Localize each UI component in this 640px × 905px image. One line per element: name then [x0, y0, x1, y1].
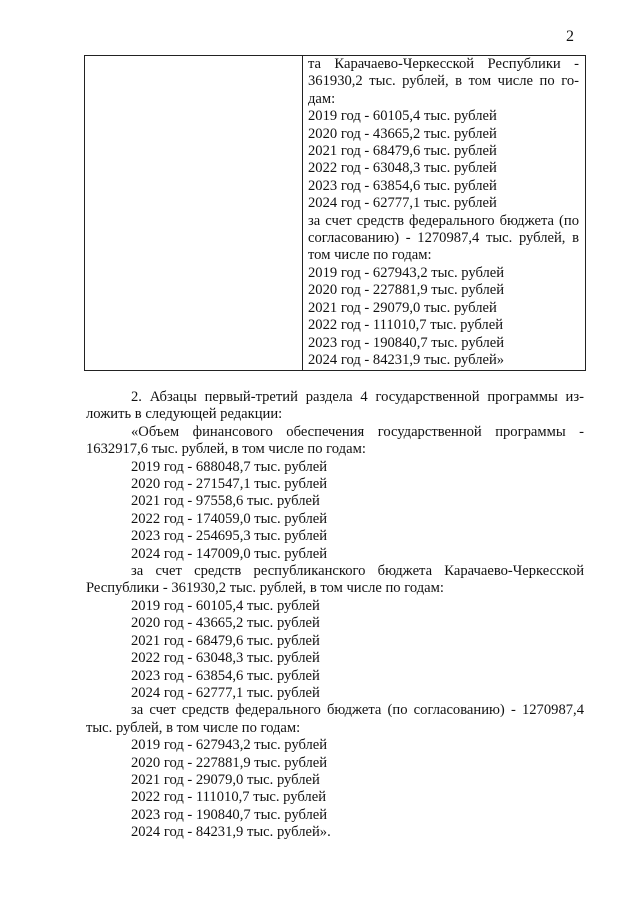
table-federal-year: 2021 год - 29079,0 тыс. рублей	[308, 299, 497, 316]
total-year: 2021 год - 97558,6 тыс. рублей	[131, 493, 320, 510]
section-2-text	[86, 389, 584, 842]
table-regional-year: 2024 год - 62777,1 тыс. рублей	[308, 195, 497, 212]
table-right-cell	[303, 56, 585, 370]
table-federal-line: за счет средств федерального бюджета (по	[308, 212, 579, 229]
paragraph-line: ложить в следующей редакции:	[86, 406, 283, 423]
table-federal-year: 2019 год - 627943,2 тыс. рублей	[308, 264, 505, 281]
total-year: 2023 год - 254695,3 тыс. рублей	[131, 528, 328, 545]
federal-year: 2023 год - 190840,7 тыс. рублей	[131, 806, 328, 823]
table-intro-line: 361930,2 тыс. рублей, в том числе по го-	[308, 73, 579, 90]
regional-year: 2024 год - 62777,1 тыс. рублей	[131, 684, 320, 701]
federal-year: 2020 год - 227881,9 тыс. рублей	[131, 754, 328, 771]
federal-line: тыс. рублей, в том числе по годам:	[86, 719, 301, 736]
federal-year: 2024 год - 84231,9 тыс. рублей».	[131, 824, 331, 841]
regional-year: 2021 год - 68479,6 тыс. рублей	[131, 632, 320, 649]
table-federal-year: 2024 год - 84231,9 тыс. рублей»	[308, 351, 505, 368]
paragraph-line: 2. Абзацы первый-третий раздела 4 государственной программы из-	[131, 389, 584, 405]
federal-line: за счет средств федерального бюджета (по согласованию) - 1270987,4	[131, 702, 584, 719]
table-federal-year: 2022 год - 111010,7 тыс. рублей	[308, 317, 504, 334]
table-regional-year: 2023 год - 63854,6 тыс. рублей	[308, 177, 497, 194]
table-federal-line: согласованию) - 1270987,4 тыс. рублей, в	[308, 230, 579, 247]
table-regional-year: 2022 год - 63048,3 тыс. рублей	[308, 160, 497, 177]
federal-year: 2019 год - 627943,2 тыс. рублей	[131, 737, 328, 754]
federal-year: 2022 год - 111010,7 тыс. рублей	[131, 789, 327, 806]
federal-year: 2021 год - 29079,0 тыс. рублей	[131, 771, 320, 788]
total-year: 2024 год - 147009,0 тыс. рублей	[131, 545, 328, 562]
quote-line: 1632917,6 тыс. рублей, в том числе по годам:	[86, 441, 366, 458]
regional-year: 2019 год - 60105,4 тыс. рублей	[131, 597, 320, 614]
table-federal-year: 2020 год - 227881,9 тыс. рублей	[308, 282, 505, 299]
total-year: 2019 год - 688048,7 тыс. рублей	[131, 458, 328, 475]
table-federal-line: том числе по годам:	[308, 247, 432, 264]
table-regional-year: 2021 год - 68479,6 тыс. рублей	[308, 143, 497, 160]
table-regional-year: 2020 год - 43665,2 тыс. рублей	[308, 125, 497, 142]
total-year: 2020 год - 271547,1 тыс. рублей	[131, 476, 328, 493]
regional-year: 2020 год - 43665,2 тыс. рублей	[131, 615, 320, 632]
regional-year: 2022 год - 63048,3 тыс. рублей	[131, 650, 320, 667]
page-number: 2	[566, 28, 574, 45]
table-left-cell	[85, 56, 303, 370]
regional-line: за счет средств республиканского бюджета Карачаево-Черкесской	[131, 563, 584, 580]
table-intro-line: дам:	[308, 90, 336, 107]
total-year: 2022 год - 174059,0 тыс. рублей	[131, 510, 328, 527]
quote-line: «Объем финансового обеспечения государственной программы -	[131, 423, 584, 440]
regional-year: 2023 год - 63854,6 тыс. рублей	[131, 667, 320, 684]
regional-line: Республики - 361930,2 тыс. рублей, в том числе по годам:	[86, 580, 444, 597]
table-regional-year: 2019 год - 60105,4 тыс. рублей	[308, 108, 497, 125]
funding-table	[84, 55, 586, 371]
table-intro-line: та Карачаево-Черкесской Республики -	[308, 56, 579, 72]
table-federal-year: 2023 год - 190840,7 тыс. рублей	[308, 334, 505, 351]
